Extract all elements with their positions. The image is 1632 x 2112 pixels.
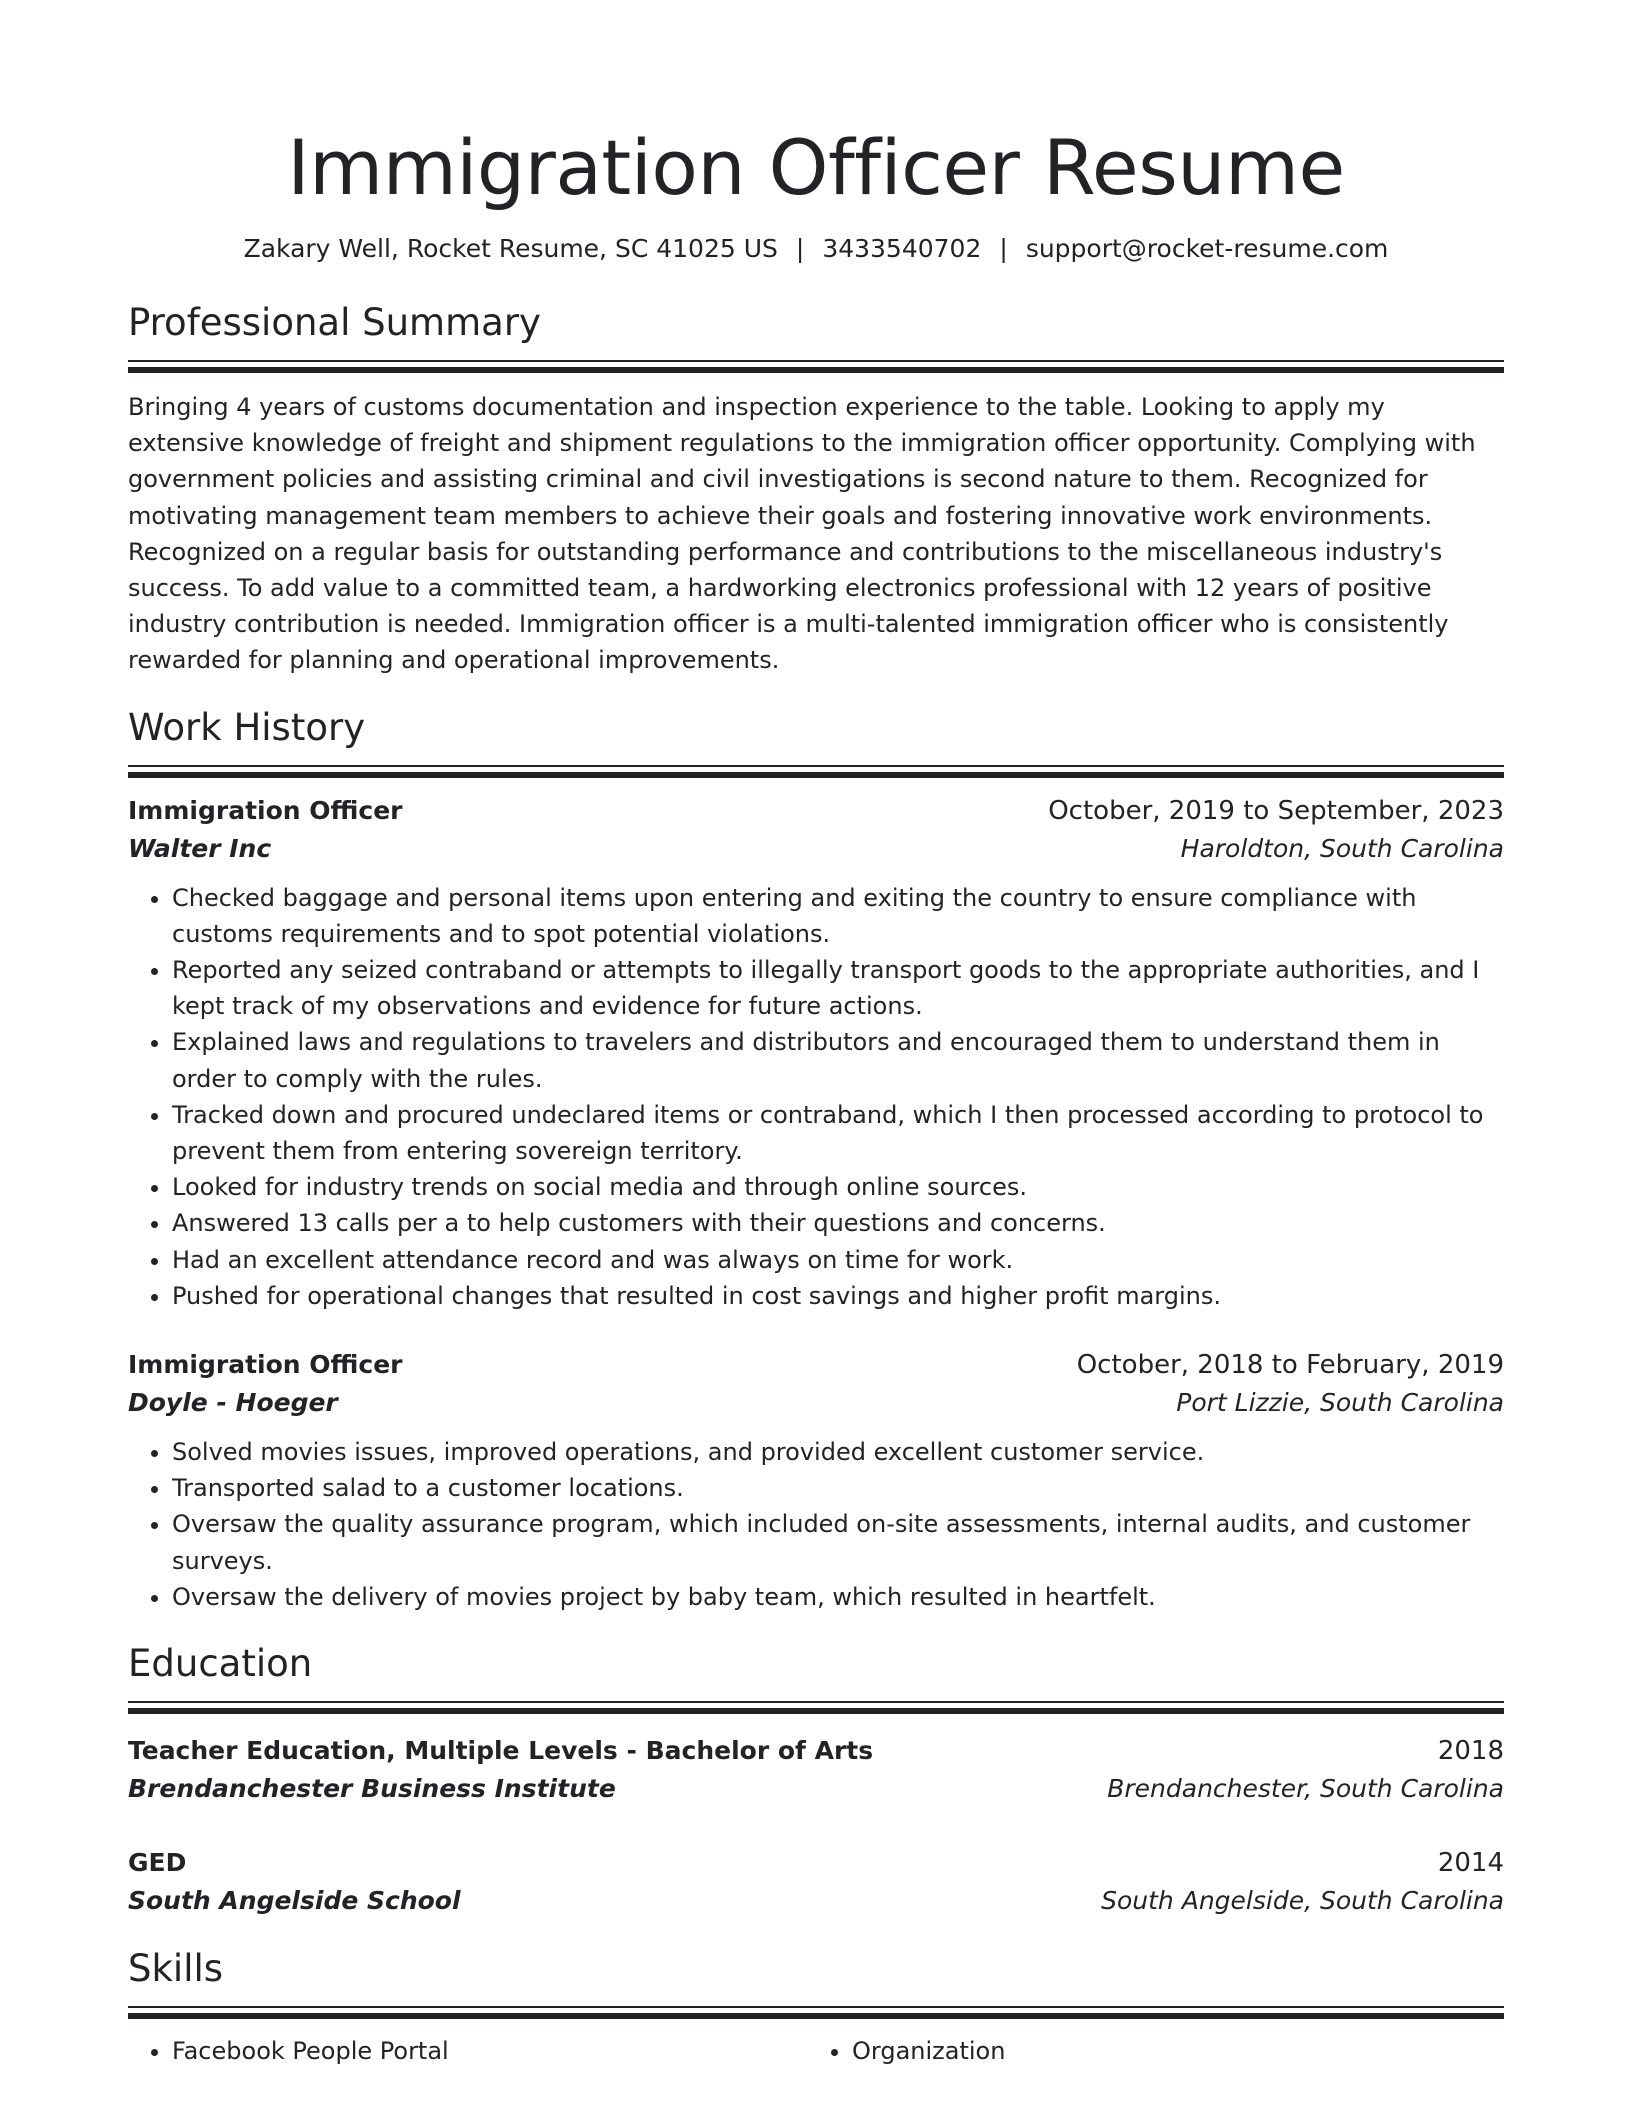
list-item: • Oversaw the delivery of movies project by baby team, which resulted in heartfelt. bbox=[172, 1579, 1504, 1615]
contact-phone: 3433540702 bbox=[822, 234, 982, 263]
job-title: Immigration Officer bbox=[128, 1350, 403, 1380]
education-degree: GED bbox=[128, 1848, 187, 1878]
education-school: Brendanchester Business Institute bbox=[128, 1774, 616, 1804]
skills-list bbox=[128, 2033, 1504, 2069]
education-entry bbox=[128, 1732, 1504, 1808]
job-title: Immigration Officer bbox=[128, 795, 403, 825]
list-item: • Solved movies issues, improved operations, and provided excellent customer service. bbox=[172, 1434, 1504, 1470]
list-item: • Answered 13 calls per a to help customers with their questions and concerns. bbox=[172, 1205, 1504, 1241]
list-item: • Tracked down and procured undeclared items or contraband, which I then processed according to protocol to prevent them from entering sovereign territory. bbox=[172, 1097, 1504, 1169]
resume-title: Immigration Officer Resume bbox=[287, 123, 1345, 212]
section-divider-thick bbox=[128, 2013, 1504, 2019]
skills-section-header bbox=[128, 1946, 1504, 2019]
list-item: • Looked for industry trends on social media and through online sources. bbox=[172, 1169, 1504, 1205]
list-item: • Facebook People Portal bbox=[172, 2033, 808, 2069]
list-item: • Oversaw the quality assurance program, which included on-site assessments, internal audits, and customer surveys. bbox=[172, 1506, 1504, 1578]
summary-text: Bringing 4 years of customs documentation and inspection experience to the table. Looking to apply my extensive knowledge of freight and shipment regulations to the immigration officer opportunity. Complying with government policies and assisting criminal and civil investigations is second nature to them. Recognized for motivating management team members to achieve their goals and fostering innovative work environments. Recognized on a regular basis for outstanding performance and contributions to the miscellaneous industry's success. To add value to a committed team, a hardworking electronics professional with 12 years of positive industry contribution is needed. Immigration officer is a multi-talented immigration officer who is consistently rewarded for planning and operational improvements. bbox=[128, 393, 1476, 675]
section-divider bbox=[128, 765, 1504, 767]
section-title-skills: Skills bbox=[128, 1947, 224, 1991]
section-title-education: Education bbox=[128, 1642, 313, 1686]
section-divider-thick bbox=[128, 1708, 1504, 1714]
list-item: • Transported salad to a customer locations. bbox=[172, 1470, 1504, 1506]
list-item: • Organization bbox=[852, 2033, 1488, 2069]
education-year: 2014 bbox=[1437, 1848, 1504, 1879]
section-divider bbox=[128, 1701, 1504, 1703]
job-company: Doyle - Hoeger bbox=[128, 1388, 338, 1418]
list-item: • Reported any seized contraband or attempts to illegally transport goods to the appropriate authorities, and I kept track of my observations and evidence for future actions. bbox=[172, 952, 1504, 1024]
education-location: South Angelside, South Carolina bbox=[1101, 1886, 1504, 1916]
job-location: Port Lizzie, South Carolina bbox=[1176, 1388, 1504, 1418]
work-section-header bbox=[128, 705, 1504, 778]
job-entry bbox=[128, 792, 1504, 1314]
job-dates: October, 2018 to February, 2019 bbox=[1076, 1350, 1504, 1381]
education-school: South Angelside School bbox=[128, 1886, 461, 1916]
job-company: Walter Inc bbox=[128, 833, 272, 863]
education-entry bbox=[128, 1844, 1504, 1920]
job-bullets bbox=[128, 1434, 1504, 1615]
contact-address: Zakary Well, Rocket Resume, SC 41025 US bbox=[243, 234, 778, 263]
job-location: Haroldton, South Carolina bbox=[1180, 833, 1504, 863]
section-divider-thick bbox=[128, 772, 1504, 778]
education-location: Brendanchester, South Carolina bbox=[1107, 1774, 1504, 1804]
section-title-summary: Professional Summary bbox=[128, 301, 541, 344]
skills-column-right bbox=[808, 2033, 1488, 2069]
list-item: • Had an excellent attendance record and was always on time for work. bbox=[172, 1242, 1504, 1278]
contact-separator: | bbox=[999, 234, 1008, 263]
section-divider-thick bbox=[128, 367, 1504, 373]
list-item: • Checked baggage and personal items upon entering and exiting the country to ensure compliance with customs requirements and to spot potential violations. bbox=[172, 880, 1504, 952]
summary-section-header bbox=[128, 300, 1504, 373]
section-divider bbox=[128, 2006, 1504, 2008]
section-title-work: Work History bbox=[128, 705, 366, 749]
contact-email[interactable]: support@rocket-resume.com bbox=[1025, 234, 1389, 263]
list-item: • Pushed for operational changes that resulted in cost savings and higher profit margins. bbox=[172, 1278, 1504, 1314]
contact-line bbox=[128, 232, 1504, 266]
education-year: 2018 bbox=[1437, 1736, 1504, 1767]
section-divider bbox=[128, 360, 1504, 362]
list-item: • Explained laws and regulations to travelers and distributors and encouraged them to understand them in order to comply with the rules. bbox=[172, 1024, 1504, 1096]
resume-page bbox=[128, 0, 1504, 2069]
job-bullets bbox=[128, 880, 1504, 1314]
job-dates: October, 2019 to September, 2023 bbox=[1048, 795, 1504, 826]
contact-separator: | bbox=[795, 234, 805, 263]
skills-column-left bbox=[128, 2033, 808, 2069]
education-degree: Teacher Education, Multiple Levels - Bachelor of Arts bbox=[128, 1736, 874, 1766]
education-section-header bbox=[128, 1641, 1504, 1714]
job-entry bbox=[128, 1346, 1504, 1615]
